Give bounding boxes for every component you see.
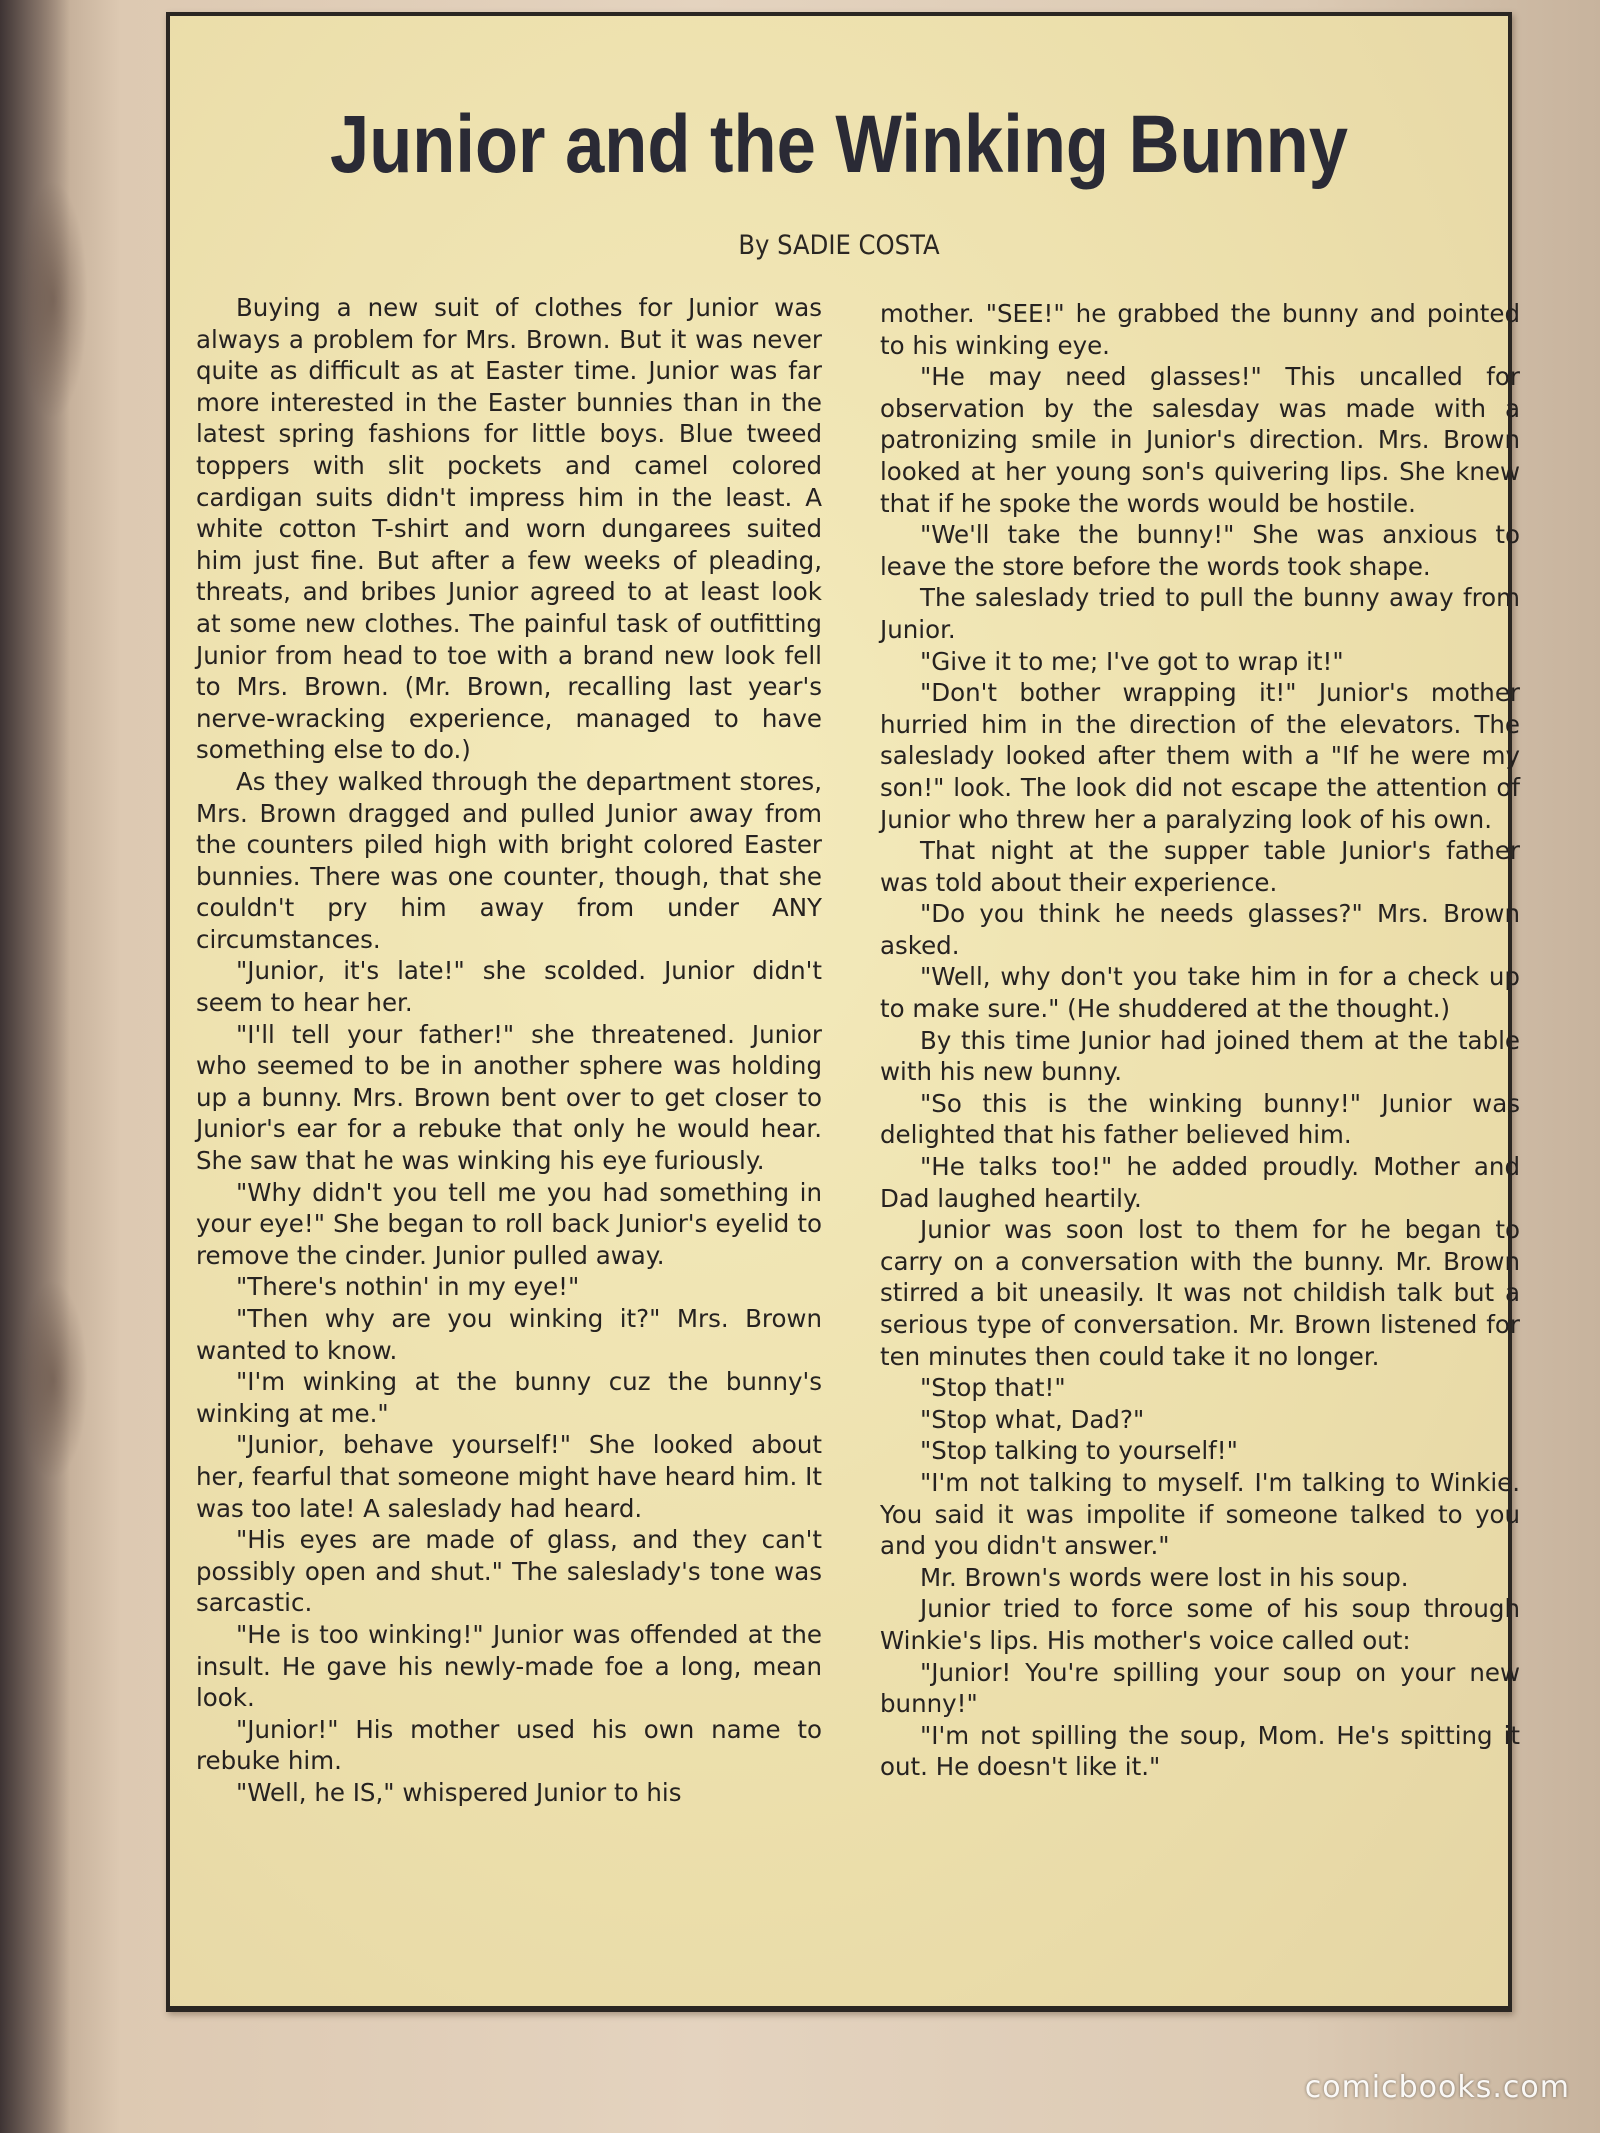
paragraph: "I'm not talking to myself. I'm talking to Winkie. You said it was impolite if someone talked to you and you didn't answer." xyxy=(880,1467,1520,1561)
paragraph: "Stop talking to yourself!" xyxy=(920,1436,1238,1466)
paragraph: "Junior, behave yourself!" She looked about her, fearful that someone might have heard him. It was too late! A saleslady had heard. xyxy=(196,1430,822,1523)
paragraph: As they walked through the department stores, Mrs. Brown dragged and pulled Junior away from the counters piled high with bright colored Easter bunnies. There was one counter, though, that she couldn't pry him away from under ANY circumstances. xyxy=(196,766,822,954)
article-title: Junior and the Winking Bunny xyxy=(330,99,1348,190)
paragraph: "I'll tell your father!" she threatened. Junior who seemed to be in another sphere was holding up a bunny. Mrs. Brown bent over to get closer to Junior's ear for a rebuke that only he would hear. She saw that he was winking his eye furiously. xyxy=(196,1019,822,1176)
paragraph: The saleslady tried to pull the bunny away from Junior. xyxy=(880,583,1520,644)
paragraph: "I'm winking at the bunny cuz the bunny's winking at me." xyxy=(196,1367,822,1428)
paragraph: "Well, he IS," whispered Junior to his xyxy=(236,1777,682,1807)
paragraph: "Give it to me; I've got to wrap it!" xyxy=(920,646,1344,676)
paragraph: By this time Junior had joined them at the table with his new bunny. xyxy=(880,1025,1520,1087)
page-stain xyxy=(18,1280,88,1480)
page-stain xyxy=(18,180,88,420)
right-column xyxy=(880,298,1520,1783)
paragraph: "Junior!" His mother used his own name to rebuke him. xyxy=(196,1714,822,1776)
paragraph: "Then why are you winking it?" Mrs. Brown wanted to know. xyxy=(196,1304,822,1365)
paragraph: "Why didn't you tell me you had something in your eye!" She began to roll back Junior's eyelid to remove the cinder. Junior pulled away. xyxy=(196,1177,822,1270)
paragraph: "Well, why don't you take him in for a check up to make sure." (He shuddered at the thought.) xyxy=(880,962,1520,1024)
paragraph: Junior tried to force some of his soup through Winkie's lips. His mother's voice called out: xyxy=(880,1594,1520,1655)
article-byline: By SADIE COSTA xyxy=(738,230,940,261)
site-watermark: comicbooks.com xyxy=(1304,2070,1570,2105)
paragraph: "We'll take the bunny!" She was anxious to leave the store before the words took shape. xyxy=(880,520,1520,581)
paragraph-continuation: mother. "SEE!" he grabbed the bunny and pointed to his winking eye. xyxy=(880,299,1520,360)
paragraph: Junior was soon lost to them for he began to carry on a conversation with the bunny. Mr. Brown stirred a bit uneasily. It was not childish talk but a serious type of conversation. Mr. Brown listened for ten minutes then could take it no longer. xyxy=(880,1215,1520,1371)
paragraph: Mr. Brown's words were lost in his soup. xyxy=(920,1562,1409,1592)
paragraph: "Junior, it's late!" she scolded. Junior didn't seem to hear her. xyxy=(196,956,822,1018)
paragraph: "Stop what, Dad?" xyxy=(920,1404,1145,1434)
paragraph: "He talks too!" he added proudly. Mother and Dad laughed heartily. xyxy=(880,1152,1520,1213)
paragraph: "He may need glasses!" This uncalled for observation by the salesday was made with a patronizing smile in Junior's direction. Mrs. Brown looked at her young son's quivering lips. She knew that if he spoke the words would be hostile. xyxy=(880,362,1520,518)
paragraph: That night at the supper table Junior's father was told about their experience. xyxy=(880,836,1520,897)
paragraph: "Stop that!" xyxy=(920,1373,1066,1403)
paragraph: "Don't bother wrapping it!" Junior's mother hurried him in the direction of the elevators. The saleslady looked after them with a "If he were my son!" look. The look did not escape the attention of Junior who threw her a paralyzing look of his own. xyxy=(880,678,1520,834)
left-column xyxy=(196,292,822,1809)
paragraph: "He is too winking!" Junior was offended at the insult. He gave his newly-made foe a long, mean look. xyxy=(196,1619,822,1713)
paragraph: "Do you think he needs glasses?" Mrs. Brown asked. xyxy=(880,899,1520,960)
paragraph: "His eyes are made of glass, and they can't possibly open and shut." The saleslady's tone was sarcastic. xyxy=(196,1525,822,1618)
paragraph: "So this is the winking bunny!" Junior was delighted that his father believed him. xyxy=(880,1088,1520,1150)
paragraph: "There's nothin' in my eye!" xyxy=(236,1272,580,1302)
paragraph: "Junior! You're spilling your soup on your new bunny!" xyxy=(880,1657,1520,1719)
article-frame xyxy=(166,12,1520,2012)
paragraph: Buying a new suit of clothes for Junior was always a problem for Mrs. Brown. But it was never quite as difficult as at Easter time. Junior was far more interested in the Easter bunnies than in the latest spring fashions for little boys. Blue tweed toppers with slit pockets and camel colored cardigan suits didn't impress him in the least. A white cotton T-shirt and worn dungarees suited him just fine. But after a few weeks of pleading, threats, and bribes Junior agreed to at least look at some new clothes. The painful task of outfitting Junior from head to toe with a brand new look fell to Mrs. Brown. (Mr. Brown, recalling last year's nerve-wracking experience, managed to have something else to do.) xyxy=(196,293,822,765)
paragraph: "I'm not spilling the soup, Mom. He's spitting it out. He doesn't like it." xyxy=(880,1720,1520,1782)
